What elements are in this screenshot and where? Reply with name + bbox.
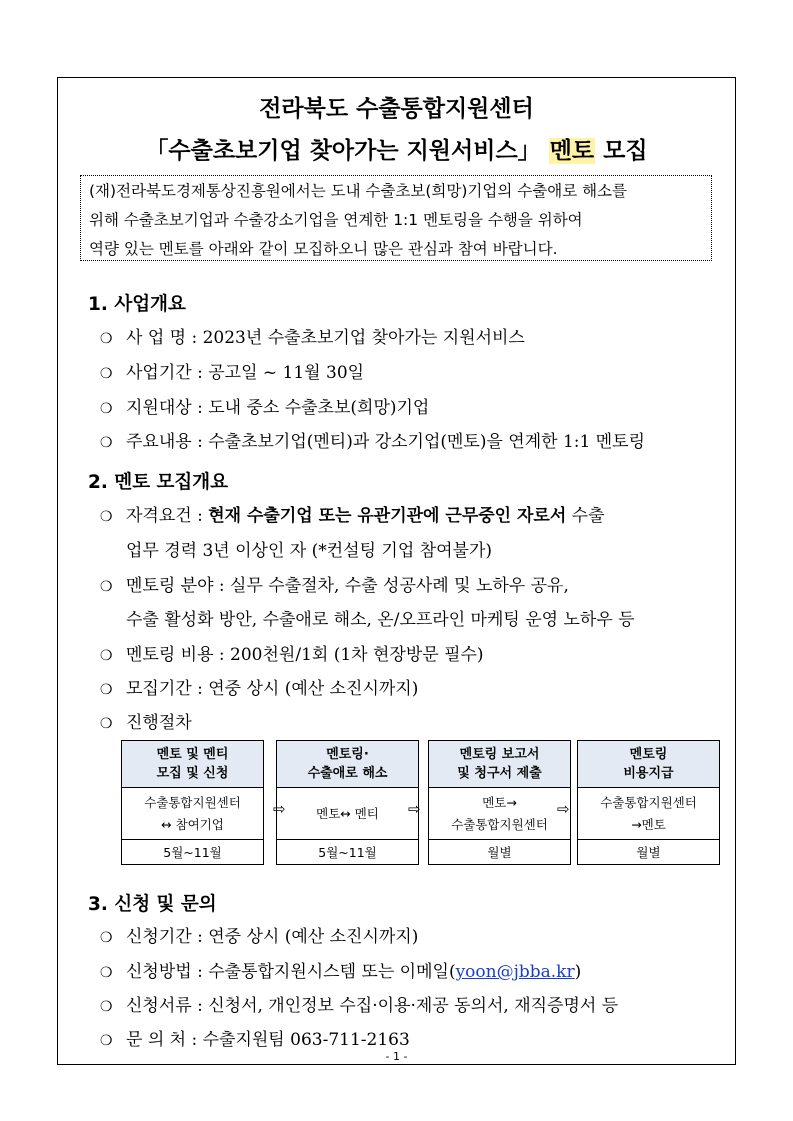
- cost-item: [100, 640, 484, 665]
- right-arrow-icon: ⇨: [273, 800, 286, 818]
- qualification-continued: 업무 경력 3년 이상인 자 (*컨설팅 기업 참여불가): [126, 541, 493, 561]
- item-text: 문 의 처 : 수출지원팀 063-711-2163: [126, 1030, 410, 1050]
- step-title: 멘토링·: [326, 747, 369, 762]
- step-body: [122, 788, 263, 840]
- document-title: 전라북도 수출통합지원센터: [259, 96, 534, 122]
- process-step: [121, 740, 264, 865]
- section1-item: [100, 393, 429, 418]
- item-text: 지원대상 : 도내 중소 수출초보(희망)기업: [126, 398, 430, 418]
- step-title: 멘토링 보고서: [459, 747, 540, 762]
- section1-item: [100, 427, 645, 452]
- step-body: [277, 788, 418, 840]
- bullet-icon: ❍: [100, 435, 113, 451]
- email-link[interactable]: yoon@jbba.kr: [455, 962, 575, 982]
- apply-method-item: [100, 957, 581, 982]
- step-actor: ↔ 참여기업: [161, 816, 224, 832]
- bullet-icon: ❍: [100, 579, 113, 595]
- process-item: [100, 708, 192, 733]
- bullet-icon: ❍: [100, 401, 113, 417]
- step-time: 월별: [636, 845, 661, 860]
- subtitle-highlight: 멘토: [549, 138, 595, 164]
- item-text: 모집기간 : 연중 상시 (예산 소진시까지): [126, 679, 419, 699]
- intro-box: [80, 175, 712, 261]
- step-actor: 수출통합지원센터: [451, 816, 548, 832]
- bullet-icon: ❍: [100, 965, 113, 981]
- intro-line: 역량 있는 멘토를 아래와 같이 모집하오니 많은 관심과 참여 바랍니다.: [89, 240, 558, 258]
- bullet-icon: ❍: [100, 366, 113, 382]
- bullet-icon: ❍: [100, 1033, 113, 1049]
- subtitle-suffix: 모집: [603, 138, 648, 164]
- qualification-item: [100, 501, 605, 526]
- step-title: 수출애로 해소: [307, 766, 388, 781]
- item-text: 사 업 명 : 2023년 수출초보기업 찾아가는 지원서비스: [126, 328, 525, 348]
- section3-heading: 3. 신청 및 문의: [88, 894, 217, 915]
- item-text: 사업기간 : 공고일 ~ 11월 30일: [126, 363, 365, 383]
- documents-item: [100, 991, 618, 1016]
- section1-heading: 1. 사업개요: [88, 294, 186, 315]
- item-text: 수출: [566, 506, 605, 526]
- step-title: 및 청구서 제출: [457, 766, 542, 781]
- right-arrow-icon: ⇨: [408, 800, 421, 818]
- step-actor: 수출통합지원센터: [144, 794, 241, 810]
- bullet-icon: ❍: [100, 716, 113, 732]
- step-header: [122, 741, 263, 788]
- step-time: 5월~11월: [163, 845, 222, 860]
- item-text: 진행절차: [126, 713, 192, 733]
- period-item: [100, 674, 418, 699]
- step-title: 멘토 및 멘티: [156, 747, 229, 762]
- step-header: [277, 741, 418, 788]
- intro-line: (재)전라북도경제통상진흥원에서는 도내 수출초보(희망)기업의 수출애로 해소를: [89, 182, 628, 200]
- field-item: [100, 571, 569, 596]
- bullet-icon: ❍: [100, 648, 113, 664]
- step-actor: →멘토: [631, 816, 666, 832]
- section1-item: [100, 358, 364, 383]
- item-text: ): [574, 962, 582, 982]
- step-body: [429, 788, 570, 840]
- step-actor: 멘토↔ 멘티: [316, 805, 379, 821]
- item-text: 신청기간 : 연중 상시 (예산 소진시까지): [126, 927, 419, 947]
- section2-heading: 2. 멘토 모집개요: [88, 472, 229, 493]
- step-title: 멘토링: [629, 747, 668, 762]
- step-title: 비용지급: [623, 766, 674, 781]
- item-text: 신청서류 : 신청서, 개인정보 수집·이용·제공 동의서, 재직증명서 등: [126, 996, 619, 1016]
- step-header: [429, 741, 570, 788]
- step-header: [578, 741, 719, 788]
- bullet-icon: ❍: [100, 682, 113, 698]
- process-step: [428, 740, 571, 865]
- section1-item: [100, 323, 525, 348]
- step-title: 모집 및 신청: [156, 766, 229, 781]
- right-arrow-icon: ⇨: [557, 800, 570, 818]
- bullet-icon: ❍: [100, 509, 113, 525]
- field-continued: 수출 활성화 방안, 수출애로 해소, 온/오프라인 마케팅 운영 노하우 등: [126, 610, 635, 630]
- step-body: [578, 788, 719, 840]
- step-time: 5월~11월: [318, 845, 377, 860]
- step-actor: 멘토→: [482, 794, 517, 810]
- qualification-bold: 현재 수출기업 또는 유관기관에 근무중인 자로서: [208, 506, 567, 526]
- item-text: 자격요건 :: [126, 506, 209, 526]
- contact-item: [100, 1025, 410, 1050]
- page-number: - 1 -: [385, 1050, 408, 1063]
- step-time: 월별: [487, 845, 512, 860]
- bullet-icon: ❍: [100, 930, 113, 946]
- item-text: 멘토링 분야 : 실무 수출절차, 수출 성공사례 및 노하우 공유,: [126, 576, 569, 596]
- document-subtitle: [0, 132, 793, 165]
- bullet-icon: ❍: [100, 999, 113, 1015]
- bullet-icon: ❍: [100, 331, 113, 347]
- item-text: 주요내용 : 수출초보기업(멘티)과 강소기업(멘토)을 연계한 1:1 멘토링: [126, 432, 646, 452]
- process-step: [276, 740, 419, 865]
- process-step: [577, 740, 720, 865]
- step-actor: 수출통합지원센터: [600, 794, 697, 810]
- item-text: 멘토링 비용 : 200천원/1회 (1차 현장방문 필수): [126, 645, 484, 665]
- subtitle-prefix: 「수출초보기업 찾아가는 지원서비스」: [145, 138, 541, 164]
- apply-period-item: [100, 922, 418, 947]
- intro-line: 위해 수출초보기업과 수출강소기업을 연계한 1:1 멘토링을 수행을 위하여: [89, 211, 583, 229]
- item-text: 신청방법 : 수출통합지원시스템 또는 이메일(: [126, 962, 456, 982]
